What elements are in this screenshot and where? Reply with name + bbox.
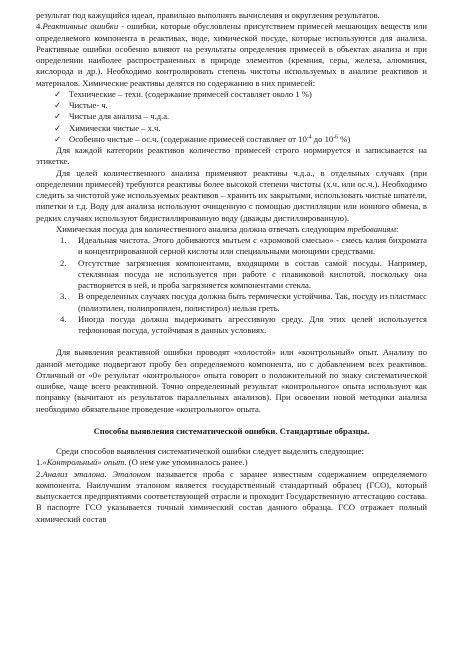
term-reagent-errors: Реактивные ошибки (42, 21, 119, 32)
list-item: 3. В определенных случаях посуда должна быть термически устойчива. Так, посуду из пластмасс (полиэтилен, полипропилен, полистирол) нельзя греть. (60, 291, 427, 313)
list-item: ✓ Особенно чистые – ос.ч. (содержание примесей составляет от $10^{-4}$ до $10^{-6}$ %) (54, 133, 351, 144)
paragraph-glassware: Химическая посуда для количественного анализа должна отвечать следующим требованиям: (56, 223, 399, 234)
paragraph-blank-test: Для выявления реактивной ошибки проводят «холостой» или «контрольный» опыт. Анализу по данной методике подвергают пробу без определяемого компонента, но с добавлением всех реактивов. Отличный от «0» результат «контрольного» опыта говорит о положительной по знаку систематической ошибке, чаще всего реактивной. Точно определенный результат «контрольного» опыта используют как поправку (вычитают из результатов параллельных анализов). При освоении новой методики анализа необходимо обязательное проведение «контрольного» опыта. (36, 347, 427, 414)
section-heading: Способы выявления систематической ошибки. Стандартные образцы. (93, 425, 370, 436)
check-mark-icon: ✓ (54, 122, 62, 133)
list-item: 1. Идеальная чистота. Этого добиваются мытьем с «хромовой смесью» - смесь калия бихромата и концентрированной серной кислоты или специальными моющими средствами. (60, 235, 427, 257)
spacer (36, 336, 427, 347)
glassware-requirements-list (36, 235, 427, 336)
paragraph-method-standard: 2.Анализ эталона. Эталоном называется проба с заранее известным содержанием определяемого компонента. Наилучшим эталоном является государственный стандартный образец (ГСО), который выпускается предприятиями соответствующей отрасли и проходит Государственную аттестацию состава. В паспорте ГСО указывается точный химический состав данного образца. ГСО отражает полный химический состав (36, 468, 427, 524)
term-standard-analysis: Анализ эталона. Эталоном (42, 468, 151, 479)
item-number: 4. (36, 21, 43, 32)
spacer (36, 415, 427, 426)
list-item: ✓ Чистые- ч. (54, 100, 108, 110)
spacer (36, 437, 427, 446)
paragraph-quantitative: Для целей количественного анализа применяют реактивы ч.д.а., в отдельных случаях (при определении примесей) требуются реактивы более высокой степени чистоты (х.ч. или ос.ч.). Необходимо следить за чистотой уже используемых реактивов – хранить их закрытыми, использовать чистые шпатели, пипетки и т.д. Воду для анализа используют очищенную с помощью дистилляции или ионного обмена, в редких случаях используют бидистиллированную воду (дважды дистиллированную). (36, 167, 427, 223)
paragraph-methods-intro: Среди способов выявления систематической ошибки следует выделить следующие: (56, 446, 364, 456)
list-item: 2. Отсутствие загрязнения компонентами, входящими в состав самой посуды. Например, стеклянная посуда не используется при работе с плавиковой кислотой, поскольку она растворяется в ней, и проба загрязняется компонентами стекла. (60, 257, 427, 290)
check-mark-icon: ✓ (54, 88, 62, 99)
paragraph-method-control: 1.«Контрольный» опыт. (О нем уже упоминалось ранее.) (36, 457, 248, 468)
term-requirements: требованиям (347, 223, 397, 234)
reagent-grade-list (36, 89, 427, 145)
paragraph-text: - ошибки, которые обусловлены присутствием примесей мешающих веществ или определяемого компонента в реактивах, воде, химической посуде, которые используются для анализа. Реактивные ошибки особенно влияют на результаты определения примесей в объектах анализа и при определении наиболее распространенных в природе элементов (кремния, серы, железа, алюминия, кислорода и др.). Необходимо контролировать степень чистоты используемых в анализе реактивов и материалов. Химические реактивы делятся по содержанию в них примесей: (36, 21, 428, 88)
list-item: ✓ Химически чистые – х.ч. (54, 122, 161, 133)
check-mark-icon: ✓ (54, 133, 62, 144)
list-item: ✓ Технические – техн. (содержание примесей составляет около 1 %) (54, 88, 312, 99)
check-mark-icon: ✓ (54, 100, 62, 110)
check-mark-icon: ✓ (54, 111, 62, 122)
list-item: ✓ Чистые для анализа – ч.д.а. (54, 111, 170, 122)
list-item: 4. Иногда посуда должна выдерживать агрессивную среду. Для этих целей используется тефлоновая посуда, устойчивая в данных условиях. (60, 313, 427, 335)
paragraph-intro: результат под кажущийся идеал, правильно выполнять вычисления и округления результатов. (36, 10, 380, 20)
paragraph-norms: Для каждой категории реактивов количество примесей строго нормируется и записывается на этикетке. (36, 145, 427, 167)
term-control-test: «Контрольный» опыт. (42, 457, 127, 468)
paragraph-reagent-errors (36, 21, 427, 89)
